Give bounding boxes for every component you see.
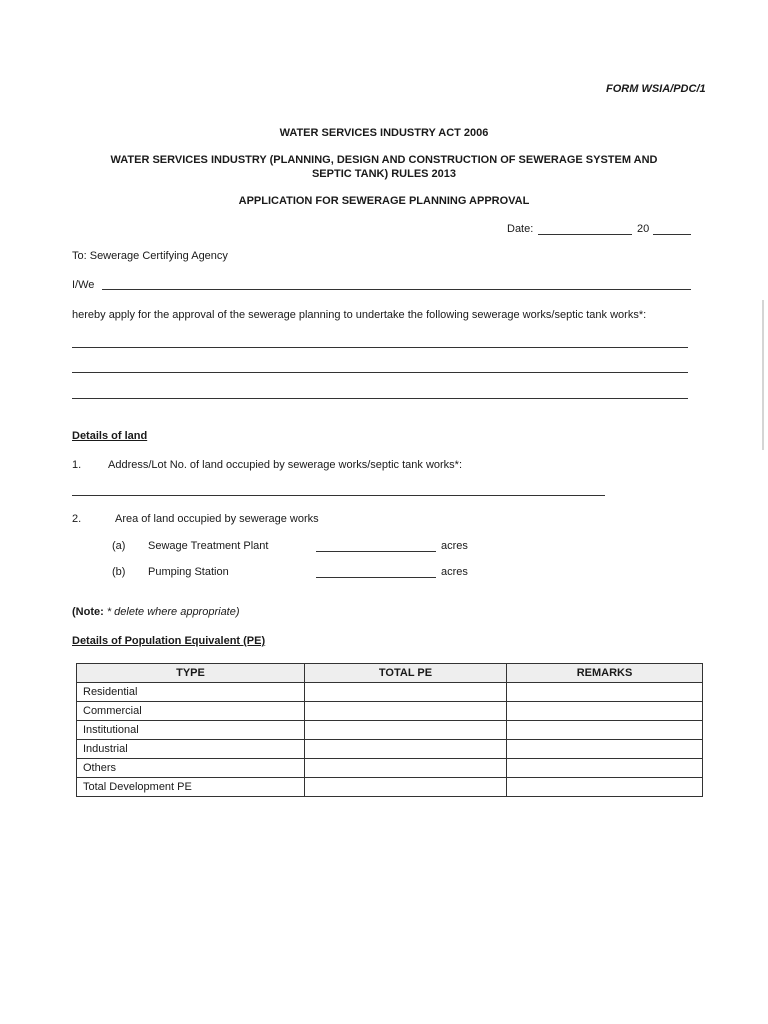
table-row bbox=[77, 740, 703, 759]
total-pe-cell[interactable] bbox=[305, 740, 507, 759]
works-line-1[interactable] bbox=[72, 347, 688, 348]
works-line-3[interactable] bbox=[72, 398, 688, 399]
rules-title-line2: SEPTIC TANK) RULES 2013 bbox=[311, 168, 457, 180]
applicant-name-field[interactable] bbox=[102, 289, 691, 290]
row-type: Others bbox=[77, 759, 305, 778]
total-pe-cell[interactable] bbox=[305, 759, 507, 778]
row-type: Industrial bbox=[77, 740, 305, 759]
works-line-2[interactable] bbox=[72, 372, 688, 373]
remarks-cell[interactable] bbox=[507, 778, 703, 797]
act-title: WATER SERVICES INDUSTRY ACT 2006 bbox=[279, 127, 489, 139]
sub-b-unit: acres bbox=[441, 566, 468, 578]
total-pe-cell[interactable] bbox=[305, 683, 507, 702]
date-label: Date: bbox=[507, 223, 534, 235]
table-row bbox=[77, 759, 703, 778]
header-remarks: REMARKS bbox=[507, 664, 703, 683]
note-prefix: (Note: bbox=[72, 606, 107, 618]
sub-b-label: (b) bbox=[112, 566, 126, 578]
sub-a-name: Sewage Treatment Plant bbox=[148, 540, 269, 552]
pe-table bbox=[76, 663, 703, 797]
total-pe-cell[interactable] bbox=[305, 702, 507, 721]
date-year-field[interactable] bbox=[653, 234, 691, 235]
rules-title-line1: WATER SERVICES INDUSTRY (PLANNING, DESIGN AND CONSTRUCTION OF SEWERAGE SYSTEM AND bbox=[110, 154, 658, 166]
pe-table-header-row bbox=[77, 664, 703, 683]
sub-a-unit: acres bbox=[441, 540, 468, 552]
scan-edge-shadow bbox=[762, 300, 764, 450]
form-code: FORM WSIA/PDC/1 bbox=[606, 83, 706, 95]
hereby-text: hereby apply for the approval of the sewerage planning to undertake the following sewerage works/septic tank works*: bbox=[72, 309, 647, 321]
note bbox=[72, 606, 240, 618]
date-field[interactable] bbox=[538, 234, 632, 235]
address-field[interactable] bbox=[72, 495, 605, 496]
to-line: To: Sewerage Certifying Agency bbox=[72, 250, 228, 262]
total-pe-cell[interactable] bbox=[305, 778, 507, 797]
item1-number: 1. bbox=[72, 459, 82, 471]
row-type: Institutional bbox=[77, 721, 305, 740]
header-type: TYPE bbox=[77, 664, 305, 683]
row-type: Total Development PE bbox=[77, 778, 305, 797]
sewage-plant-acres-field[interactable] bbox=[316, 551, 436, 552]
remarks-cell[interactable] bbox=[507, 721, 703, 740]
item2-number: 2. bbox=[72, 513, 82, 525]
row-type: Commercial bbox=[77, 702, 305, 721]
sub-a-label: (a) bbox=[112, 540, 126, 552]
note-text: * delete where appropriate) bbox=[106, 606, 240, 618]
row-type: Residential bbox=[77, 683, 305, 702]
table-row bbox=[77, 778, 703, 797]
pe-heading: Details of Population Equivalent (PE) bbox=[72, 635, 266, 647]
item1-text: Address/Lot No. of land occupied by sewerage works/septic tank works*: bbox=[108, 459, 463, 471]
item2-text: Area of land occupied by sewerage works bbox=[115, 513, 319, 525]
remarks-cell[interactable] bbox=[507, 702, 703, 721]
details-of-land-heading: Details of land bbox=[72, 430, 148, 442]
application-title: APPLICATION FOR SEWERAGE PLANNING APPROVAL bbox=[238, 195, 530, 207]
iwe-label: I/We bbox=[72, 279, 95, 291]
remarks-cell[interactable] bbox=[507, 740, 703, 759]
remarks-cell[interactable] bbox=[507, 683, 703, 702]
total-pe-cell[interactable] bbox=[305, 721, 507, 740]
sub-b-name: Pumping Station bbox=[148, 566, 229, 578]
table-row bbox=[77, 683, 703, 702]
remarks-cell[interactable] bbox=[507, 759, 703, 778]
pumping-station-acres-field[interactable] bbox=[316, 577, 436, 578]
table-row bbox=[77, 721, 703, 740]
table-row bbox=[77, 702, 703, 721]
header-total-pe: TOTAL PE bbox=[305, 664, 507, 683]
date-year-prefix: 20 bbox=[637, 223, 650, 235]
